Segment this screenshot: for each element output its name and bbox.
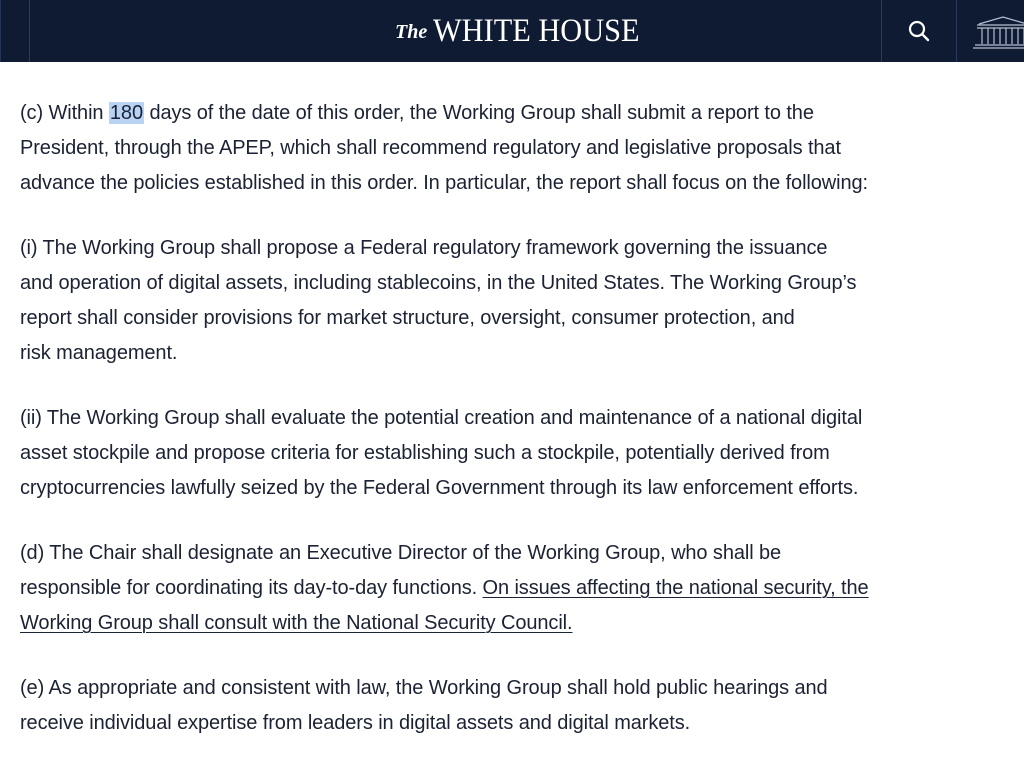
text-line	[20, 571, 1020, 606]
header-divider	[956, 0, 957, 62]
white-house-building-icon[interactable]	[973, 14, 1024, 50]
header-divider	[29, 0, 30, 62]
text-segment: days of the date of this order, the Working Group shall submit a report to the	[143, 102, 814, 124]
paragraph-e	[20, 671, 1020, 741]
text-line	[20, 96, 1020, 131]
text-line: cryptocurrencies lawfully seized by the Federal Government through its law enforcement efforts.	[20, 477, 859, 499]
text-line: (i) The Working Group shall propose a Federal regulatory framework governing the issuance	[20, 237, 828, 259]
text-segment: responsible for coordinating its day-to-day functions.	[20, 577, 483, 599]
site-header	[0, 0, 1024, 62]
selected-text-highlight[interactable]: 180	[109, 102, 143, 124]
text-line: (d) The Chair shall designate an Executive Director of the Working Group, who shall be	[20, 542, 782, 564]
text-line: President, through the APEP, which shall recommend regulatory and legislative proposals that	[20, 137, 841, 159]
underlined-link[interactable]: Working Group shall consult with the National Security Council.	[20, 612, 573, 634]
paragraph-ii	[20, 401, 1020, 506]
paragraph-i	[20, 231, 1020, 371]
site-logo[interactable]	[395, 10, 658, 52]
logo-the-text: The	[395, 20, 428, 43]
text-line: receive individual expertise from leaders in digital assets and digital markets.	[20, 712, 691, 734]
paragraph-d	[20, 536, 1020, 641]
logo-name-text: WHITE HOUSE	[433, 12, 640, 49]
paragraph-c	[20, 96, 1020, 201]
text-line: and operation of digital assets, including stablecoins, in the United States. The Working Group’s	[20, 272, 857, 294]
text-line: report shall consider provisions for market structure, oversight, consumer protection, and	[20, 307, 795, 329]
search-icon	[907, 19, 931, 43]
text-line	[20, 606, 1020, 641]
text-line: asset stockpile and propose criteria for establishing such a stockpile, potentially derived from	[20, 442, 830, 464]
article-body	[20, 96, 1020, 768]
text-line: (e) As appropriate and consistent with law, the Working Group shall hold public hearings and	[20, 677, 828, 699]
text-segment: (c) Within	[20, 102, 109, 124]
underlined-link[interactable]: On issues affecting the national security, the	[482, 577, 869, 599]
text-line: (ii) The Working Group shall evaluate the potential creation and maintenance of a national digital	[20, 407, 863, 429]
search-button[interactable]	[882, 0, 956, 62]
text-line: advance the policies established in this order. In particular, the report shall focus on the following:	[20, 172, 868, 194]
text-line: risk management.	[20, 342, 178, 364]
